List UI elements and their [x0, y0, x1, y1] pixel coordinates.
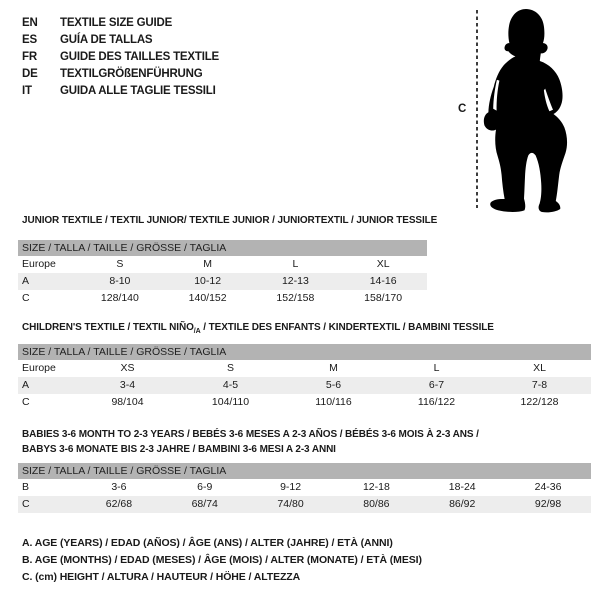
- months-cell: 18-24: [448, 481, 476, 493]
- row-label: C: [22, 292, 30, 304]
- row-label: A: [22, 275, 30, 287]
- age-cell: 8-10: [109, 275, 131, 287]
- note-age-years: A. AGE (YEARS) / EDAD (AÑOS) / ÂGE (ANS) / ALTER (JAHRE) / ETÀ (ANNI): [22, 537, 393, 549]
- note-height-cm: C. (cm) HEIGHT / ALTURA / HAUTEUR / HÖHE / ALTEZZA: [22, 571, 301, 583]
- row-label: C: [22, 396, 30, 408]
- lang-title: GUIDE DES TAILLES TEXTILE: [60, 51, 219, 63]
- lang-row-de: [22, 66, 219, 83]
- lang-row-en: [22, 15, 219, 32]
- size-cell: S: [116, 258, 124, 270]
- toddler-silhouette: [482, 5, 571, 215]
- size-cell: XS: [120, 362, 135, 374]
- age-cell: 4-5: [222, 379, 239, 391]
- months-cell: 6-9: [197, 481, 213, 493]
- size-cell: XL: [376, 258, 390, 270]
- table-row-age: [18, 377, 591, 394]
- lang-code: DE: [22, 68, 38, 80]
- height-cell: 68/74: [191, 498, 218, 510]
- children-title-sub: /A: [193, 328, 201, 335]
- age-cell: 6-7: [428, 379, 445, 391]
- size-cell: L: [433, 362, 440, 374]
- junior-size-table: [18, 240, 427, 307]
- table-row-age: [18, 273, 427, 290]
- size-cell: XL: [533, 362, 546, 374]
- months-cell: 3-6: [111, 481, 127, 493]
- months-cell: 9-12: [280, 481, 302, 493]
- row-label: Europe: [22, 258, 56, 270]
- age-cell: 3-4: [119, 379, 136, 391]
- lang-row-es: [22, 32, 219, 49]
- height-cell: 152/158: [276, 292, 315, 304]
- height-cell: 140/152: [188, 292, 227, 304]
- table-row-europe: [18, 256, 427, 273]
- lang-title: TEXTILE SIZE GUIDE: [60, 17, 173, 29]
- language-title-list: [22, 15, 219, 100]
- size-header-bar: SIZE / TALLA / TAILLE / GRÖSSE / TAGLIA: [18, 463, 591, 479]
- size-cell: L: [292, 258, 299, 270]
- children-size-table: [18, 344, 591, 411]
- age-cell: 12-13: [281, 275, 309, 287]
- row-label: C: [22, 498, 30, 510]
- height-measure-dashed-line: [476, 10, 478, 208]
- height-cell: 128/140: [100, 292, 139, 304]
- height-cell: 110/116: [315, 396, 352, 408]
- age-cell: 10-12: [194, 275, 222, 287]
- height-cell: 98/104: [111, 396, 144, 408]
- table-row-height: [18, 496, 591, 513]
- height-cell: 92/98: [534, 498, 562, 510]
- legend-notes: [22, 535, 422, 586]
- children-title-post: / TEXTILE DES ENFANTS / KINDERTEXTIL / BAMBINI TESSILE: [200, 322, 494, 333]
- size-cell: M: [203, 258, 212, 270]
- size-header-bar: SIZE / TALLA / TAILLE / GRÖSSE / TAGLIA: [18, 344, 591, 360]
- size-header-bar: SIZE / TALLA / TAILLE / GRÖSSE / TAGLIA: [18, 240, 427, 256]
- babies-size-table: [18, 463, 591, 513]
- table-row-height: [18, 394, 591, 411]
- row-label: Europe: [22, 362, 56, 374]
- age-cell: 5-6: [325, 379, 342, 391]
- size-cell: S: [226, 362, 234, 374]
- height-cell: 74/80: [277, 498, 304, 510]
- lang-code: IT: [22, 85, 32, 97]
- table-row-months: [18, 479, 591, 496]
- height-cell: 62/68: [105, 498, 133, 510]
- row-label: A: [22, 379, 30, 391]
- lang-code: FR: [22, 51, 37, 63]
- height-cell: 116/122: [417, 396, 456, 408]
- months-cell: 24-36: [534, 481, 562, 493]
- height-cell: 86/92: [449, 498, 476, 510]
- babies-title-line2: BABYS 3-6 MONATE BIS 2-3 JAHRE / BAMBINI 3-6 MESI A 2-3 ANNI: [22, 443, 336, 455]
- children-title-pre: CHILDREN'S TEXTILE / TEXTIL NIÑO: [22, 322, 194, 333]
- lang-row-it: [22, 83, 219, 100]
- lang-row-fr: [22, 49, 219, 66]
- note-age-months: B. AGE (MONTHS) / EDAD (MESES) / ÂGE (MOIS) / ALTER (MONATE) / ETÀ (MESI): [22, 554, 422, 566]
- junior-table-title: JUNIOR TEXTILE / TEXTIL JUNIOR/ TEXTILE JUNIOR / JUNIORTEXTIL / JUNIOR TESSILE: [22, 215, 438, 226]
- age-cell: 7-8: [531, 379, 548, 391]
- height-cell: 80/86: [363, 498, 390, 510]
- lang-code: ES: [22, 34, 37, 46]
- babies-table-title: [22, 428, 582, 457]
- size-cell: M: [329, 362, 338, 374]
- age-cell: 14-16: [369, 275, 397, 287]
- lang-code: EN: [22, 17, 38, 29]
- height-cell: 104/110: [211, 396, 250, 408]
- height-cell: 122/128: [520, 396, 559, 408]
- months-cell: 12-18: [362, 481, 390, 493]
- table-row-height: [18, 290, 427, 307]
- height-measure-label: C: [458, 103, 467, 115]
- lang-title: GUÍA DE TALLAS: [60, 34, 153, 46]
- height-cell: 158/170: [364, 292, 403, 304]
- table-row-europe: [18, 360, 591, 377]
- babies-title-line1: BABIES 3-6 MONTH TO 2-3 YEARS / BEBÉS 3-6 MESES A 2-3 AÑOS / BÉBÉS 3-6 MOIS À 2-3 ANS /: [22, 429, 479, 440]
- row-label: B: [22, 481, 30, 493]
- lang-title: TEXTILGRÖßENFÜHRUNG: [60, 68, 203, 80]
- children-table-title: [22, 322, 494, 335]
- lang-title: GUIDA ALLE TAGLIE TESSILI: [60, 85, 216, 97]
